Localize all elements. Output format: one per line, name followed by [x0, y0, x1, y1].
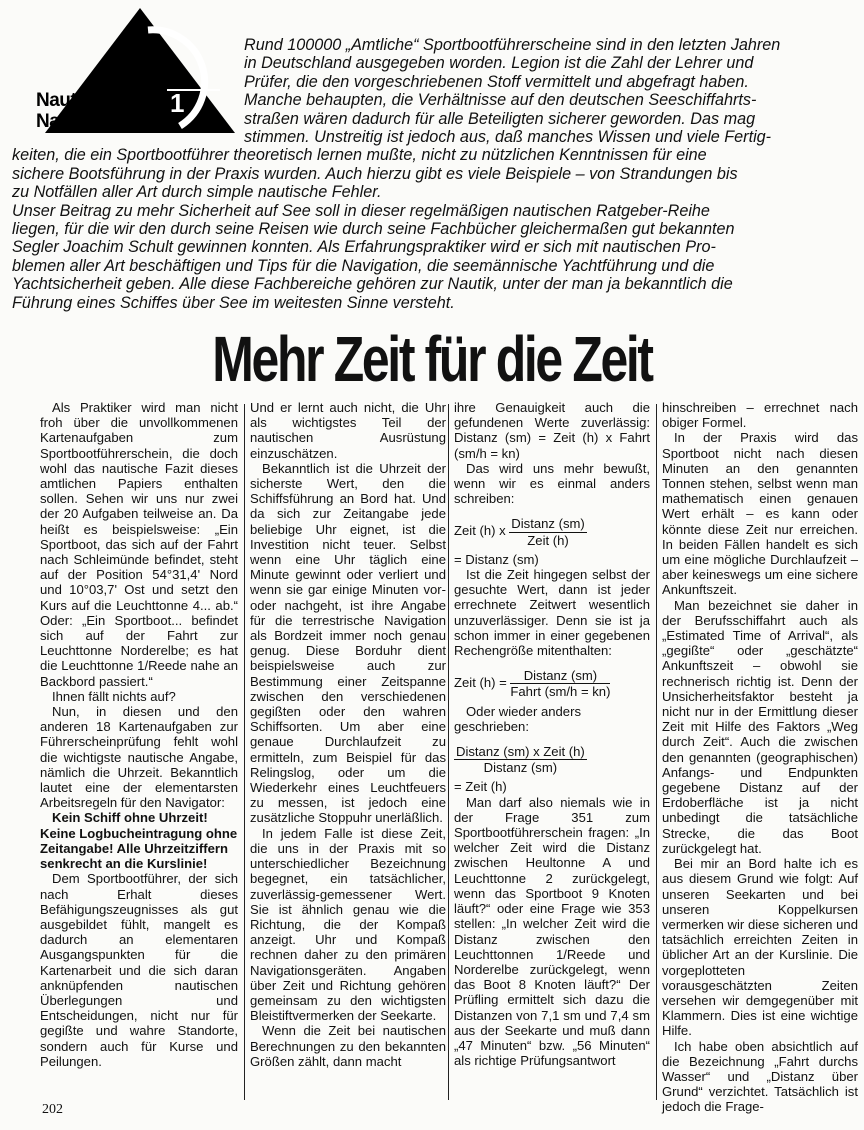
formula-2-numerator: Distanz (sm) [510, 668, 610, 684]
formula-3-fraction [454, 744, 587, 775]
formula-2-left: Zeit (h) = [454, 675, 507, 691]
formula-3-denominator: Distanz (sm) [483, 760, 558, 776]
intro-line: keiten, die ein Sportbootführer theoretisch lernen mußte, nicht zu nützlichen Kenntnissen für eine [12, 146, 707, 165]
paragraph: Nun, in diesen und den anderen 18 Kartenaufgaben zur Führerscheinprüfung fehlt wohl die wichtigste nautische Angabe, nämlich die Uhrzeit. Bekanntlich lautet eine der elementarsten Arbeitsregeln für den Navigator: [40, 704, 238, 811]
paragraph: Oder wieder anders geschrieben: [454, 703, 581, 734]
paragraph: Das wird uns mehr bewußt, wenn wir es einmal anders schreiben: [454, 460, 650, 507]
intro-line: sichere Bootsführung in der Praxis wurden. Auch hierzu gibt es viele Beispiele – von Strandungen bis [12, 164, 738, 183]
intro-line: Segler Joachim Schult gewinnen konnten. Als Erfahrungspraktiker wird er sich mit nautischen Pro- [12, 238, 716, 257]
paragraph: Bekanntlich ist die Uhrzeit der sicherste Wert, den die Schiffsführung an Bord hat. Und da sich zur Zeitangabe jede beliebige Uhr eignet, ist die Investition nicht teuer. Selbst wenn eine Uhr täglich eine Minute gewinnt oder verliert und wenn sie gar einige Minuten vor- oder nachgeht, ist ihre Angabe für die terrestrische Navigation als Bordzeit immer noch genau genug. Diese Borduhr dient beispielsweise auch zur Bestimmung einer Zeitspanne zwischen den verschiedenen gegißten oder den wahren Schiffsorten. Um aber eine genaue Durchlaufzeit zu ermitteln, zum Beispiel für das Relingslog, oder um die Wiederkehr eines Leuchtfeuers zu messen, ist jedoch eine zusätzliche Stoppuhr unerläßlich. [250, 460, 446, 826]
paragraph: In jedem Falle ist diese Zeit, die uns in der Praxis mit so unterschiedlicher Bezeichnung begegnet, ein tatsächlicher, zuverlässig-gemessener Wert. Sie ist ähnlich genau wie die Richtung, die der Kompaß anzeigt. Uhr und Kompaß rechnen daher zu den primären Navigationsgeräten. Angaben über Zeit und Richtung gehören gemeinsam zu den wichtigsten Bleistiftvermerken der Seekarte. [250, 825, 446, 1024]
page-number: 202 [42, 1102, 63, 1117]
intro-line: Unser Beitrag zu mehr Sicherheit auf See soll in dieser regelmäßigen nautischen Ratgeber-Reihe [12, 201, 710, 220]
paragraph: Ist die Zeit hingegen selbst der gesuchte Wert, dann ist jeder errechnete Zeitwert wesentlich unzuverlässiger. Denn sie ist ja schon immer in einer gegebenen Rechengröße mitenthalten: [454, 567, 650, 659]
column-divider [244, 404, 245, 1100]
paragraph: hinschreiben – errechnet nach obiger Formel. [662, 400, 858, 431]
formula-3 [454, 744, 650, 775]
article-column-4 [662, 400, 858, 1115]
paragraph: Und er lernt auch nicht, die Uhr als wichtigstes Teil der nautischen Ausrüstung einzuschätzen. [250, 400, 446, 461]
formula-1-left: Zeit (h) x [454, 523, 506, 539]
intro-line: Führung eines Schiffes über See im weitesten Sinne versteht. [12, 293, 455, 312]
paragraph: Ihnen fällt nichts auf? [52, 688, 176, 704]
series-title-line2: Nachdenken [36, 111, 144, 132]
series-number: 1 [170, 88, 185, 118]
paragraph: Man bezeichnet sie daher in der Berufsschiffahrt auch als „Estimated Time of Arrival“, als „gegißte“ oder „geschätzte“ Ankunftszeit – obwohl sie rechnerisch richtig ist. Denn der Unsicherheitsfaktor besteht ja nicht nur in der Ermittlung dieser Zeit mit Hilfe des Faktors „Weg durch Zeit“. Auch die zwischen den genannten (geographischen) Anfangs- und Endpunkten gegebene Distanz auf der Erdoberfläche ist ja nicht unbedingt die tatsächliche Strecke, die das Boot zurückgelegt hat. [662, 597, 858, 856]
formula-2 [454, 668, 650, 699]
intro-line: Yachtsicherheit geben. Alle diese Fachbereiche gehören zur Nautik, unter der man ja bekanntlich die [12, 275, 733, 294]
formula-1-result: = Distanz (sm) [454, 551, 539, 567]
intro-line: Manche behaupten, die Verhältnisse auf den deutschen Seeschiffahrts- [244, 91, 757, 110]
intro-line: blemen aller Art beschäftigen und Tips für die Navigation, die seemännische Yachtführung und die [12, 256, 715, 275]
intro-line: zu Notfällen aller Art durch simple nautische Fehler. [12, 183, 382, 202]
column-divider [656, 404, 657, 1100]
column-divider [448, 404, 449, 1100]
bold-rule-statement: Kein Schiff ohne Uhrzeit! Keine Logbucheintragung ohne Zeitangabe! Alle Uhrzeitziffern senkrecht an die Kurslinie! [40, 810, 238, 872]
intro-line: stimmen. Unstreitig ist jedoch aus, daß manches Wissen und viele Fertig- [244, 128, 772, 147]
paragraph: Bei mir an Bord halte ich es aus diesem Grund wie folgt: Auf unseren Seekarten und bei unseren Koppelkursen vermerken wir diese sicheren und tatsächlich erreichten Zeiten in üblicher Art an der Kurslinie. Die vorgeplotteten vorausgeschätzten Zeiten versehen wir demgegenüber mit Klammern. Dies ist eine wichtige Hilfe. [662, 856, 858, 1039]
formula-3-result: = Zeit (h) [454, 779, 507, 795]
article-column-2 [250, 400, 446, 1069]
series-title-line1: Nautik zum [36, 90, 133, 111]
paragraph: Man darf also niemals wie in der Frage 351 zum Sportbootführerschein fragen: „In welcher Zeit wird die Distanz zwischen Heultonne A und Leuchttonne 2 zurückgelegt, wenn das Sportboot 9 Knoten läuft?“ oder eine Frage wie 353 stellen: „In welcher Zeit wird die Distanz zwischen den Leuchttonnen 1/Reede und Norderelbe zurückgelegt, wenn das Boot 8 Knoten läuft?“ Der Prüfling ermittelt sich dazu die Distanzen von 7,1 sm und 7,4 sm aus der Seekarte und muß dann „47 Minuten“ bzw. „56 Minuten“ als richtige Prüfungsantwort [454, 794, 650, 1069]
formula-1 [454, 516, 650, 547]
intro-paragraph [12, 36, 848, 312]
formula-1-fraction [509, 516, 586, 547]
article-column-1 [40, 400, 238, 1069]
intro-line: straßen wären dadurch für alle Beteiligten sicherer geworden. Das mag [244, 109, 756, 128]
formula-1-denominator: Zeit (h) [527, 532, 569, 548]
formula-2-fraction [510, 668, 610, 699]
paragraph: Als Praktiker wird man nicht froh über die unvollkommenen Kartenaufgaben zum Sportbootführerschein, die doch wohl das nautische Fazit dieses amtlichen Papiers enthalten sollen. Sehen wir uns nur zwei der 20 Aufgaben teilweise an. Da heißt es beispielsweise: „Ein Sportboot, das sich auf der Fahrt nach Schleimünde befindet, steht auf der Position 54°31,4' Nord und 10°03,7' Ost und setzt den Kurs auf die Leuchttonne 4... ab.“ Oder: „Ein Sportboot... befindet sich auf der Fahrt zur Leuchttonne Norderelbe; es hat die Leuchttonne 1/Reede nahe an Backbord passiert.“ [40, 400, 238, 689]
paragraph: In der Praxis wird das Sportboot nicht nach diesen Minuten an den genannten Tonnen stehen, selbst wenn man mathematisch einen genauen Wert erhält – es kann oder könnte diese Zeit nur erreichen. In beiden Fällen handelt es sich um eine mögliche Durchlaufzeit – aber keineswegs um eine sichere Ankunftszeit. [662, 430, 858, 598]
intro-line: liegen, für die wir den durch seine Reisen wie durch seine Fachbücher gleichermaßen gut bekannten [12, 220, 735, 239]
paragraph: Ich habe oben absichtlich auf die Bezeichnung „Fahrt durchs Wasser“ und „Distanz über Grund“ verzichtet. Tatsächlich ist jedoch die Frage- [662, 1038, 858, 1115]
intro-line: Prüfer, die den vorgeschriebenen Stoff vermittelt und abgefragt haben. [244, 72, 749, 91]
formula-2-denominator: Fahrt (sm/h = kn) [510, 684, 611, 700]
paragraph: Wenn die Zeit bei nautischen Berechnungen zu den bekannten Größen zählt, dann macht [250, 1023, 446, 1069]
intro-line: Rund 100000 „Amtliche“ Sportbootführerscheine sind in den letzten Jahren [244, 36, 781, 54]
article-column-3 [454, 400, 650, 1068]
paragraph: Dem Sportbootführer, der sich nach Erhalt dieses Befähigungszeugnisses als gut ausgebildet fühlt, mangelt es dadurch an elementaren Ausgangspunkten für die Kartenarbeit und die sich daran anknüpfenden nautischen Überlegungen und Entscheidungen, nicht nur für gegißte und wahre Standorte, sondern auch für Kurse und Peilungen. [40, 871, 238, 1069]
formula-3-numerator: Distanz (sm) x Zeit (h) [456, 744, 585, 760]
article-headline: Mehr Zeit für die Zeit [212, 323, 652, 395]
intro-line: in Deutschland ausgegeben worden. Legion ist die Zahl der Lehrer und [244, 54, 754, 73]
formula-1-numerator: Distanz (sm) [511, 516, 585, 532]
paragraph: ihre Genauigkeit auch die gefundenen Werte zuverlässig: Distanz (sm) = Zeit (h) x Fahrt (sm/h = kn) [454, 400, 650, 461]
